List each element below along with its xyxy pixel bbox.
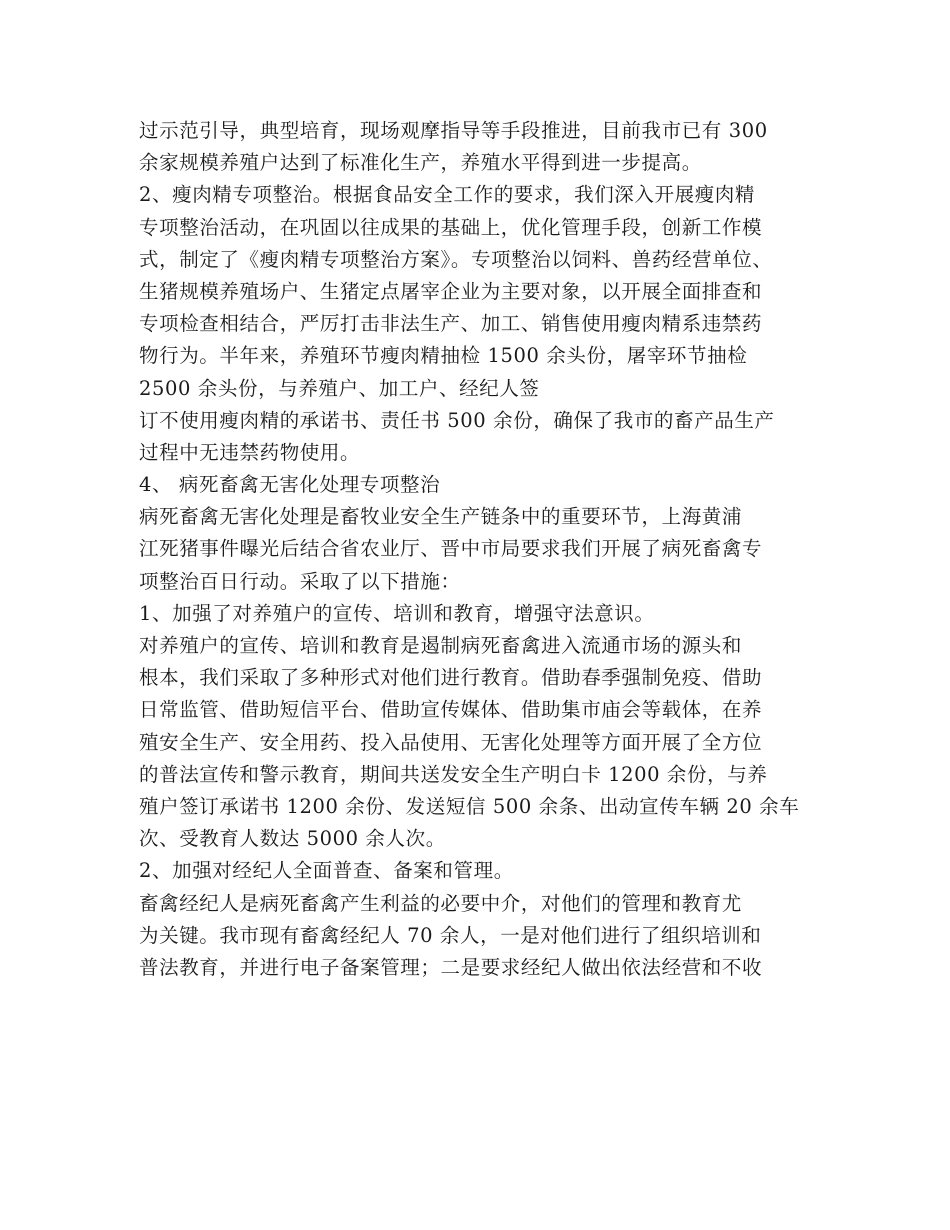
text-line: 为关键。我市现有畜禽经纪人 70 余人，一是对他们进行了组织培训和 <box>139 923 762 947</box>
text-line: 的普法宣传和警示教育，期间共送发安全生产明白卡 1200 余份，与养 <box>139 762 768 786</box>
text-line: 式，制定了《瘦肉精专项整治方案》。专项整治以饲料、兽药经营单位、 <box>139 247 773 271</box>
section-heading: 4、 病死畜禽无害化处理专项整治 <box>139 473 441 497</box>
body-text <box>139 115 829 984</box>
text-line: 项整治百日行动。采取了以下措施： <box>139 569 461 593</box>
text-line: 订不使用瘦肉精的承诺书、责任书 500 余份，确保了我市的畜产品生产 <box>139 408 775 432</box>
subsection-heading: 1、加强了对养殖户的宣传、培训和教育，增强守法意识。 <box>139 601 655 625</box>
text-line: 2、瘦肉精专项整治。根据食品安全工作的要求，我们深入开展瘦肉精 <box>139 183 756 207</box>
text-line: 殖安全生产、安全用药、投入品使用、无害化处理等方面开展了全方位 <box>139 730 763 754</box>
text-line: 普法教育，并进行电子备案管理；二是要求经纪人做出依法经营和不收 <box>139 955 763 979</box>
text-line: 畜禽经纪人是病死畜禽产生利益的必要中介，对他们的管理和教育尤 <box>139 891 743 915</box>
text-line: 余家规模养殖户达到了标准化生产，养殖水平得到进一步提高。 <box>139 151 702 175</box>
text-line: 病死畜禽无害化处理是畜牧业安全生产链条中的重要环节，上海黄浦 <box>139 505 743 529</box>
text-line: 专项整治活动，在巩固以往成果的基础上，优化管理手段，创新工作模 <box>139 215 763 239</box>
text-line: 过示范引导，典型培育，现场观摩指导等手段推进，目前我市已有 300 <box>139 119 768 142</box>
text-line: 专项检查相结合，严厉打击非法生产、加工、销售使用瘦肉精系违禁药 <box>139 312 763 336</box>
text-line: 2500 余头份，与养殖户、加工户、经纪人签 <box>139 376 540 400</box>
text-line: 次、受教育人数达 5000 余人次。 <box>139 827 446 851</box>
text-line: 日常监管、借助短信平台、借助宣传媒体、借助集市庙会等载体，在养 <box>139 698 763 722</box>
text-line: 过程中无违禁药物使用。 <box>139 440 361 464</box>
text-line: 对养殖户的宣传、培训和教育是遏制病死畜禽进入流通市场的源头和 <box>139 634 743 657</box>
text-line: 根本，我们采取了多种形式对他们进行教育。借助春季强制免疫、借助 <box>139 666 763 690</box>
text-line: 物行为。半年来，养殖环节瘦肉精抽检 1500 余头份，屠宰环节抽检 <box>139 344 748 368</box>
text-line: 殖户签订承诺书 1200 余份、发送短信 500 余条、出动宣传车辆 20 余车 <box>139 794 800 818</box>
subsection-heading: 2、加强对经纪人全面普查、备案和管理。 <box>139 859 514 883</box>
text-line: 江死猪事件曝光后结合省农业厅、晋中市局要求我们开展了病死畜禽专 <box>139 537 763 561</box>
text-line: 生猪规模养殖场户、生猪定点屠宰企业为主要对象，以开展全面排查和 <box>139 279 763 303</box>
